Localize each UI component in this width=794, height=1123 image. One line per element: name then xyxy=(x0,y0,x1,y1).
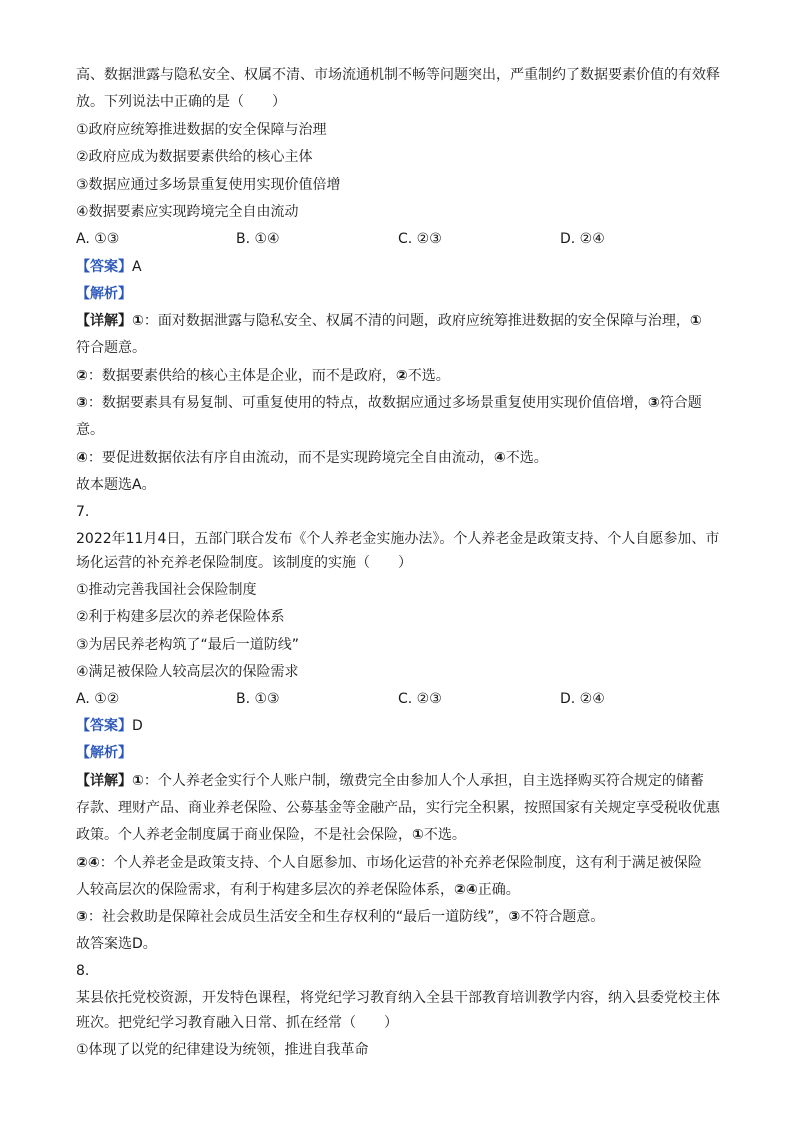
q6-stem-line1: 高、数据泄露与隐私安全、权属不清、市场流通机制不畅等问题突出，严重制约了数据要素价值的有效释 xyxy=(76,67,720,83)
q7-option-c: C. ②③ xyxy=(398,691,442,707)
q6-item-1: ①政府应统筹推进数据的安全保障与治理 xyxy=(76,122,327,138)
q6-conclusion: 故本题选A。 xyxy=(76,477,156,493)
q7-stem-line2: 场化运营的补充养老保险制度。该制度的实施（ ） xyxy=(76,555,412,571)
q7-detail-1-line2: 存款、理财产品、商业养老保险、公募基金等金融产品，实行完全积累，按照国家有关规定享受税收优惠 xyxy=(76,800,720,816)
detail-num: ④ xyxy=(76,450,88,466)
detail-num: ① xyxy=(689,313,702,329)
detail-num: ③ xyxy=(647,395,660,411)
detail-num: ④ xyxy=(493,450,506,466)
q7-detail-1 xyxy=(76,772,704,790)
detail-num: ③ xyxy=(508,909,521,925)
q6-item-4: ④数据要素应实现跨境完全自由流动 xyxy=(76,204,299,220)
detail-text: ：要促进数据依法有序自由流动，而不是实现跨境完全自由流动， xyxy=(87,450,494,466)
q6-option-d: D. ②④ xyxy=(560,231,605,247)
detail-num: ②④ xyxy=(76,855,100,871)
q8-number: 8. xyxy=(76,963,90,979)
detail-text: 正确。 xyxy=(477,882,520,898)
detail-num: ① xyxy=(412,827,424,843)
analysis-tag: 【解析】 xyxy=(76,286,132,302)
q6-item-3: ③数据应通过多场景重复使用实现价值倍增 xyxy=(76,177,341,193)
detail-num: ① xyxy=(132,773,144,789)
detail-num: ③ xyxy=(76,909,88,925)
detail-tag: 【详解】 xyxy=(76,313,132,329)
q8-item-1: ①体现了以党的纪律建设为统领，推进自我革命 xyxy=(76,1042,369,1058)
detail-text: ：数据要素具有易复制、可重复使用的特点，故数据应通过多场景重复使用实现价值倍增， xyxy=(87,395,648,411)
detail-text: ：面对数据泄露与隐私安全、权属不清的问题，政府应统筹推进数据的安全保障与治理， xyxy=(143,313,690,329)
q7-conclusion: 故答案选D。 xyxy=(76,936,157,952)
q7-option-b: B. ①③ xyxy=(236,691,280,707)
answer-tag: 【答案】 xyxy=(76,718,132,734)
q7-item-3: ③为居民养老构筑了“最后一道防线” xyxy=(76,637,300,653)
detail-tag: 【详解】 xyxy=(76,773,132,789)
q7-option-a: A. ①② xyxy=(76,691,120,707)
detail-text: 符合题 xyxy=(659,395,702,411)
detail-num: ② xyxy=(395,368,408,384)
q7-detail-3 xyxy=(76,908,604,926)
q6-answer xyxy=(76,258,142,276)
q6-detail-4 xyxy=(76,449,548,467)
answer-tag: 【答案】 xyxy=(76,259,132,275)
detail-text: 政策。个人养老金制度属于商业保险，不是社会保险， xyxy=(76,827,412,843)
detail-num: ③ xyxy=(76,395,88,411)
q6-detail-1 xyxy=(76,312,702,330)
answer-value: A xyxy=(132,259,142,275)
detail-text: 不符合题意。 xyxy=(520,909,605,925)
detail-text: 不选。 xyxy=(505,450,548,466)
q7-detail-2 xyxy=(76,854,702,872)
detail-text: ：个人养老金实行个人账户制，缴费完全由参加人个人承担，自主选择购买符合规定的储蓄 xyxy=(143,773,704,789)
answer-value: D xyxy=(132,718,143,734)
q6-analysis-heading xyxy=(76,285,132,303)
q7-stem-line1: 2022年11月4日，五部门联合发布《个人养老金实施办法》。个人养老金是政策支持、个人自愿参加、市 xyxy=(76,531,720,547)
detail-text: 不选。 xyxy=(407,368,450,384)
detail-num: ① xyxy=(132,313,144,329)
detail-num: ② xyxy=(76,368,88,384)
detail-num: ②④ xyxy=(454,882,478,898)
q7-item-1: ①推动完善我国社会保险制度 xyxy=(76,582,257,598)
detail-text: 人较高层次的保险需求，有利于构建多层次的养老保险体系， xyxy=(76,882,454,898)
q6-option-b: B. ①④ xyxy=(236,231,280,247)
q6-option-a: A. ①③ xyxy=(76,231,120,247)
q7-item-4: ④满足被保险人较高层次的保险需求 xyxy=(76,664,299,680)
q7-number: 7. xyxy=(76,504,90,520)
q7-detail-2-line2 xyxy=(76,881,520,899)
analysis-tag: 【解析】 xyxy=(76,745,132,761)
detail-text: 不选。 xyxy=(423,827,466,843)
q6-detail-2 xyxy=(76,367,450,385)
q7-detail-1-line3 xyxy=(76,826,466,844)
q6-option-c: C. ②③ xyxy=(398,231,442,247)
q6-detail-1-cont: 符合题意。 xyxy=(76,340,146,356)
q7-option-d: D. ②④ xyxy=(560,691,605,707)
q6-item-2: ②政府应成为数据要素供给的核心主体 xyxy=(76,149,313,165)
q7-analysis-heading xyxy=(76,744,132,762)
q8-stem-line2: 班次。把党纪学习教育融入日常、抓在经常（ ） xyxy=(76,1015,398,1031)
q6-detail-3 xyxy=(76,394,702,412)
q7-item-2: ②利于构建多层次的养老保险体系 xyxy=(76,609,285,625)
q8-stem-line1: 某县依托党校资源，开发特色课程，将党纪学习教育纳入全县干部教育培训教学内容，纳入县委党校主体 xyxy=(76,990,720,1006)
detail-text: ：社会救助是保障社会成员生活安全和生存权利的“最后一道防线”， xyxy=(87,909,509,925)
q6-stem-line2: 放。下列说法中正确的是（ ） xyxy=(76,94,286,110)
q7-answer xyxy=(76,717,143,735)
detail-text: ：个人养老金是政策支持、个人自愿参加、市场化运营的补充养老保险制度，这有利于满足被保险 xyxy=(99,855,702,871)
detail-text: ：数据要素供给的核心主体是企业，而不是政府， xyxy=(87,368,396,384)
q6-detail-3-cont: 意。 xyxy=(76,422,104,438)
